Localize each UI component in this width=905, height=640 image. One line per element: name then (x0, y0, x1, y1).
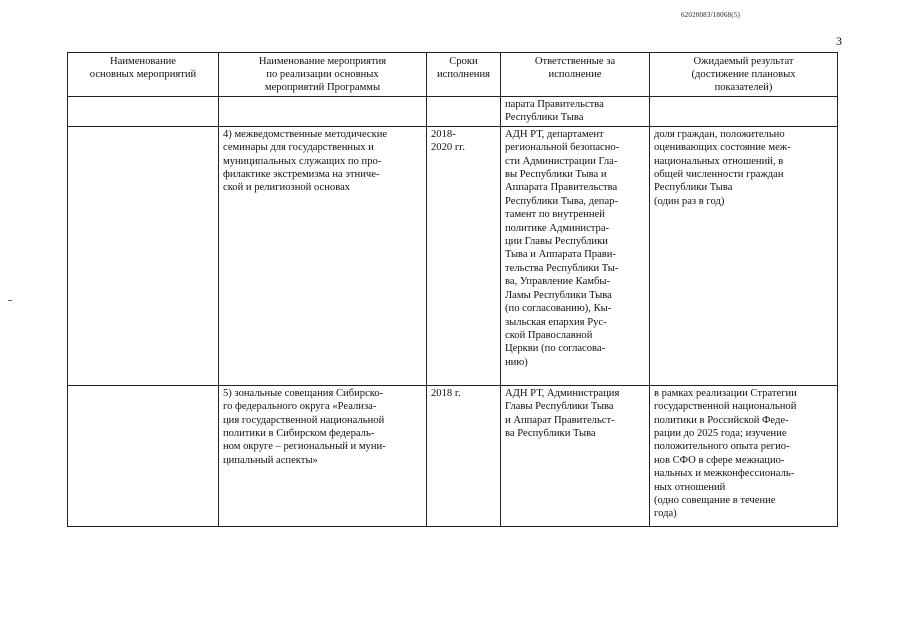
cell-result (650, 97, 838, 127)
cell-event: 5) зональные совещания Сибирско- го федерального округа «Реализа- ция государственной национальной политики в Сибирском федераль- ном округе – региональный и муни- ципальный аспекты» (219, 385, 427, 526)
program-table (67, 52, 838, 527)
table-header-row (68, 53, 838, 97)
table-row (68, 97, 838, 127)
page-number: 3 (836, 34, 842, 48)
cell-main (68, 126, 219, 385)
cell-responsible: АДН РТ, Администрация Главы Республики Тыва и Аппарат Правительст- ва Республики Тыва (501, 385, 650, 526)
header-main-activities: Наименование основных мероприятий (68, 53, 219, 97)
header-responsible: Ответственные за исполнение (501, 53, 650, 97)
document-code: 62020083/18068(5) (680, 11, 740, 19)
cell-main (68, 385, 219, 526)
margin-mark (8, 300, 12, 301)
cell-result: доля граждан, положительно оценивающих состояние меж- национальных отношений, в общей численности граждан Республики Тыва (один раз в год) (650, 126, 838, 385)
cell-responsible: АДН РТ, департамент региональной безопасно- сти Администрации Гла- вы Республики Тыва и Аппарата Правительства Республики Тыва, депар- тамент по внутренней политике Администра- ции Главы Республики Тыва и Аппарата Прави- тельства Республики Ты- ва, Управление Камбы- Ламы Республики Тыва (по согласованию), Кы- зыльская епархия Рус- ской Православной Церкви (по согласова- нию) (501, 126, 650, 385)
cell-term (427, 97, 501, 127)
table-row (68, 126, 838, 385)
cell-main (68, 97, 219, 127)
header-term: Сроки исполнения (427, 53, 501, 97)
cell-event: 4) межведомственные методические семинары для государственных и муниципальных служащих по про- филактике экстремизма на этниче- ской и религиозной основах (219, 126, 427, 385)
cell-responsible: парата Правительства Республики Тыва (501, 97, 650, 127)
header-expected-result: Ожидаемый результат (достижение плановых показателей) (650, 53, 838, 97)
cell-term: 2018 г. (427, 385, 501, 526)
header-event-name: Наименование мероприятия по реализации основных мероприятий Программы (219, 53, 427, 97)
cell-term: 2018- 2020 гг. (427, 126, 501, 385)
cell-event (219, 97, 427, 127)
table-row (68, 385, 838, 526)
cell-result: в рамках реализации Стратегии государственной национальной политики в Российской Феде- рации до 2025 года; изучение положительного опыта регио- нов СФО в сфере межнацио- нальных и межконфессиональ- ных отношений (одно совещание в течение года) (650, 385, 838, 526)
